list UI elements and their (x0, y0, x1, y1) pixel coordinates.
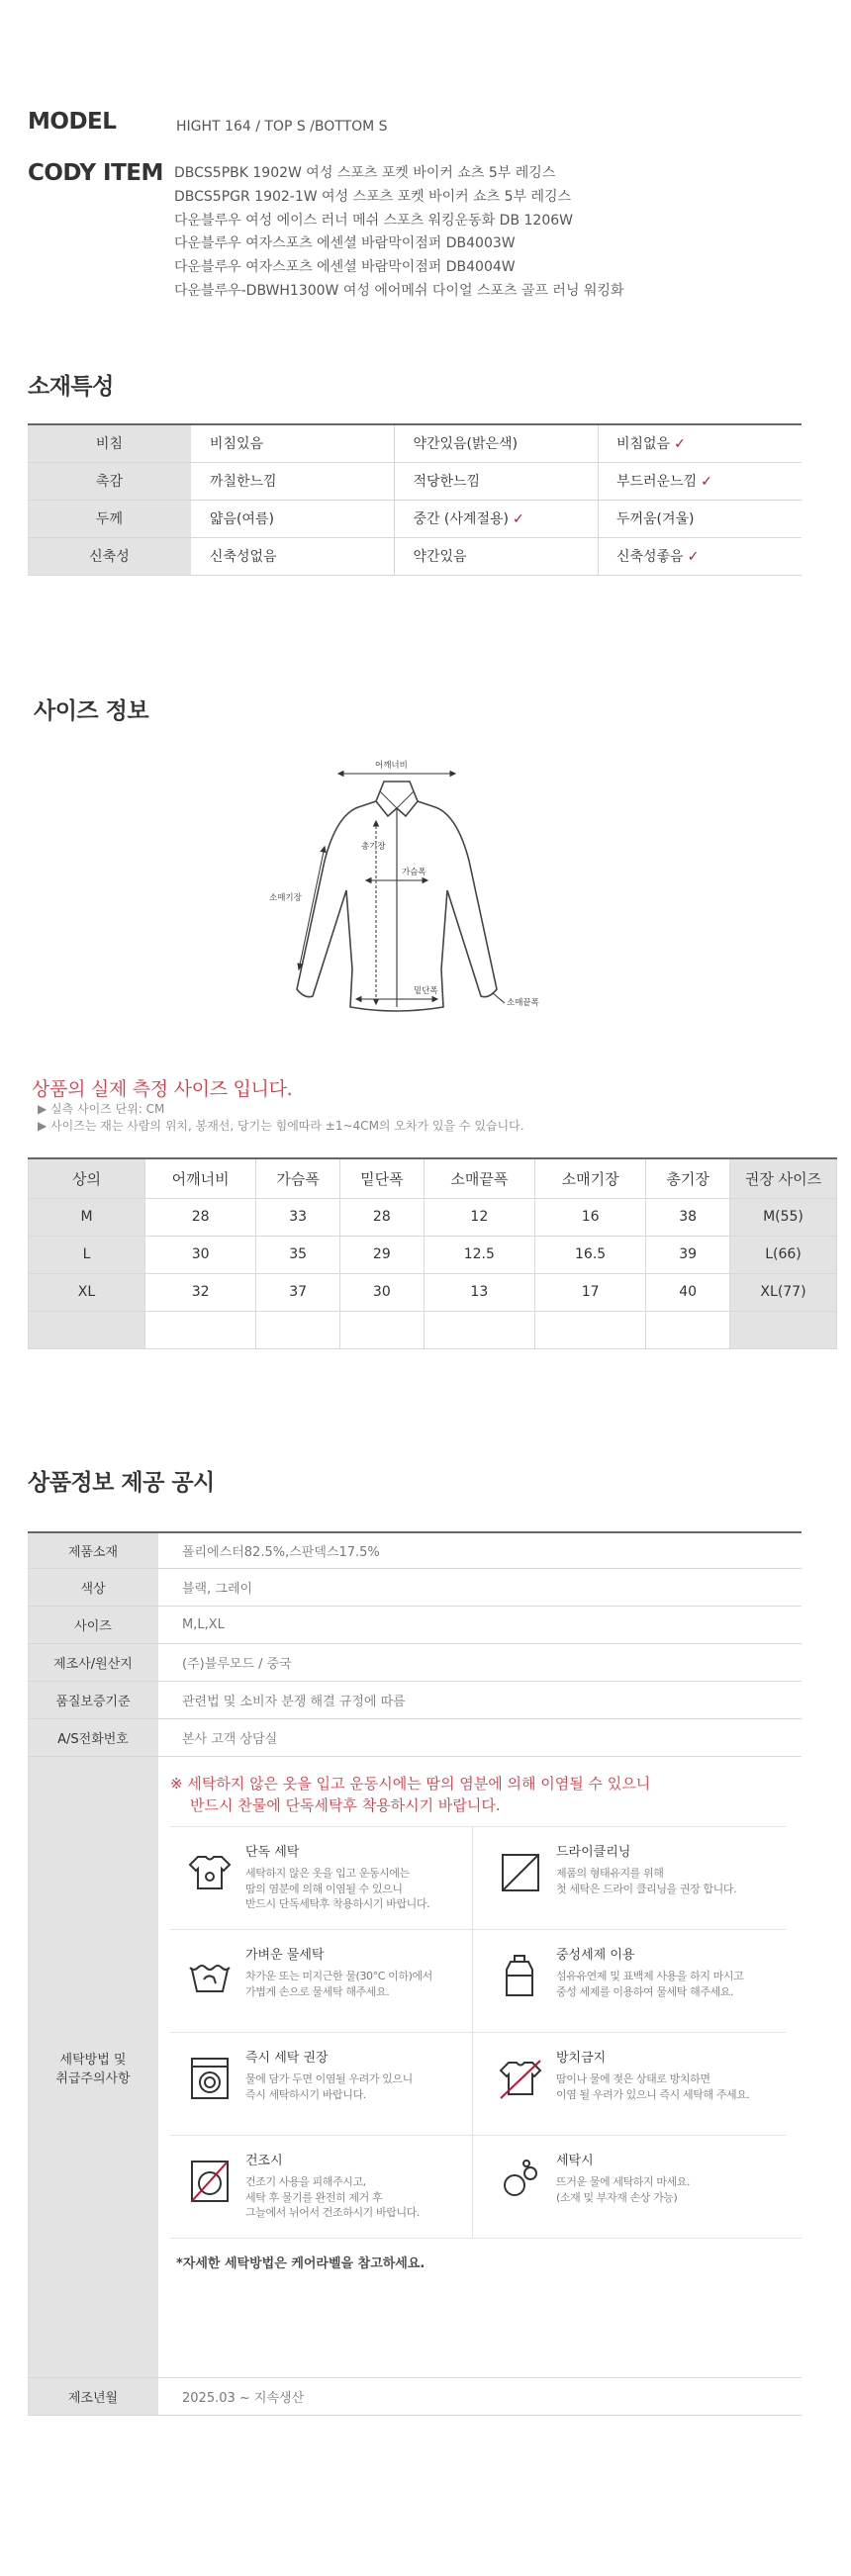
care-item-line: 첫 세탁은 드라이 클리닝을 권장 합니다. (556, 1882, 737, 1895)
info-row-value: M,L,XL (182, 1617, 225, 1632)
hand-wash-icon (184, 1847, 236, 1898)
washing-machine-icon (184, 2053, 236, 2104)
info-row-date (28, 2378, 802, 2416)
size-table-cell (424, 1311, 534, 1348)
care-item-body (556, 1866, 736, 1896)
material-option-text: 비침있음 (209, 436, 264, 453)
material-option (395, 537, 599, 575)
diagram-label-chest: 가슴폭 (402, 868, 426, 877)
size-table-cell: 28 (145, 1198, 256, 1236)
care-item-line: 뜨거운 물에 세탁하지 마세요. (556, 2175, 691, 2188)
detergent-icon (495, 1950, 546, 2001)
size-table-cell: 30 (339, 1273, 424, 1311)
material-option (598, 537, 802, 575)
care-item-line: 이염 될 우려가 있으니 즉시 세탁해 주세요. (556, 2087, 750, 2101)
care-item-line: 제품의 형태유지를 위해 (556, 1867, 664, 1880)
cody-item: 다운블루우 여자스포츠 에센셜 바람막이점퍼 DB4004W (174, 259, 516, 276)
size-table-cell: 40 (646, 1273, 730, 1311)
info-row-value: (주)블루모드 / 중국 (182, 1657, 292, 1672)
size-notice-lines (38, 1101, 524, 1135)
care-item (170, 2135, 472, 2238)
care-item-line: 가볍게 손으로 물세탁 해주세요. (245, 1984, 390, 1998)
size-table-cell (256, 1311, 340, 1348)
material-option (598, 500, 802, 537)
info-row-value: 관련법 및 소비자 분쟁 해결 규정에 따름 (182, 1695, 406, 1709)
size-table-cell (730, 1311, 837, 1348)
cody-item: 다운블루우 여성 에이스 러너 메쉬 스포츠 워킹운동화 DB 1206W (174, 212, 573, 229)
cody-item: 다운블루우-DBWH1300W 여성 에어메쉬 다이얼 스포츠 골프 러닝 워킹화 (174, 282, 624, 299)
material-option-text: 신축성없음 (209, 549, 277, 565)
size-table-cell: 29 (339, 1236, 424, 1273)
diagram-label-cuff: 소매끝폭 (507, 998, 539, 1008)
size-table-row (29, 1198, 837, 1236)
material-option (598, 462, 802, 500)
size-table-header: 소매끝폭 (424, 1158, 534, 1198)
info-row-label: 제품소재 (28, 1533, 158, 1568)
care-warning-line: ※ 세탁하지 않은 옷을 입고 운동시에는 땀의 염분에 의해 이염될 수 있으니 (170, 1775, 651, 1793)
info-row-label: 제조사/원산지 (28, 1644, 158, 1681)
size-table-header: 밑단폭 (339, 1158, 424, 1198)
care-warning-line: 반드시 찬물에 단독세탁후 착용하시기 바랍니다. (190, 1796, 501, 1814)
size-table-cell: 16 (534, 1198, 645, 1236)
info-row-value: 블랙, 그레이 (182, 1582, 253, 1597)
size-table-cell: 16.5 (534, 1236, 645, 1273)
diagram-label-hem: 밑단폭 (414, 986, 438, 996)
care-grid (170, 1826, 802, 2238)
info-row-label: 색상 (28, 1569, 158, 1606)
material-row (28, 537, 802, 575)
material-option (395, 462, 599, 500)
info-row-label: A/S전화번호 (28, 1719, 158, 1756)
info-row-value: 폴리에스터82.5%,스판덱스17.5% (182, 1545, 380, 1560)
size-table-cell: M(55) (730, 1198, 837, 1236)
diagram-label-length: 총기장 (361, 842, 386, 852)
dry-clean-icon (495, 1847, 546, 1898)
info-row (28, 1719, 802, 1757)
care-item-body (556, 2174, 690, 2205)
care-item-body (245, 2174, 420, 2221)
material-option (191, 537, 395, 575)
care-item-body (245, 1866, 429, 1912)
care-item-line: 중성 세제를 이용하여 물세탁 해주세요. (556, 1984, 734, 1998)
size-table-cell: M (29, 1198, 145, 1236)
size-table-header-row (29, 1158, 837, 1198)
check-icon: ✓ (701, 474, 712, 490)
info-row (28, 1682, 802, 1719)
size-table-cell (339, 1311, 424, 1348)
care-item-line: 건조기 사용을 피해주시고, (245, 2175, 366, 2188)
light-wash-icon (184, 1950, 236, 2001)
cody-item: DBCS5PGR 1902-1W 여성 스포츠 포켓 바이커 쇼츠 5부 레깅스 (174, 188, 572, 205)
care-item-line: 섬유유연제 및 표백제 사용을 하지 마시고 (556, 1970, 744, 1982)
check-icon: ✓ (674, 436, 686, 453)
size-table-cell: 17 (534, 1273, 645, 1311)
care-item-line: 그늘에서 뉘어서 건조하시기 바랍니다. (245, 2206, 421, 2219)
cody-item-label: CODY ITEM (28, 160, 163, 186)
check-icon: ✓ (687, 549, 700, 565)
model-label: MODEL (28, 109, 117, 135)
care-item-line: 세탁하지 않은 옷을 입고 운동시에는 (245, 1867, 410, 1880)
info-row-label: 품질보증기준 (28, 1682, 158, 1718)
care-item-title: 가벼운 물세탁 (245, 1948, 325, 1963)
material-row (28, 500, 802, 537)
care-label (28, 1757, 158, 2377)
material-option (191, 462, 395, 500)
info-row (28, 1569, 802, 1607)
size-notice-line: ▶ 사이즈는 재는 사람의 위치, 봉재선, 당기는 힘에따라 ±1~4CM의 오차가 있을 수 있습니다. (38, 1119, 524, 1133)
care-item (170, 1826, 472, 1929)
size-table-header: 권장 사이즈 (730, 1158, 837, 1198)
size-table-row (29, 1273, 837, 1311)
material-option (395, 500, 599, 537)
size-table-cell: 12.5 (424, 1236, 534, 1273)
size-table-cell: 38 (646, 1198, 730, 1236)
size-table-cell: 32 (145, 1273, 256, 1311)
material-option-text: 약간있음 (413, 549, 467, 565)
cody-item: DBCS5PBK 1902W 여성 스포츠 포켓 바이커 쇼츠 5부 레깅스 (174, 165, 556, 181)
size-table-cell (145, 1311, 256, 1348)
size-info-title: 사이즈 정보 (34, 698, 149, 724)
material-title: 소재특성 (28, 374, 114, 400)
size-table-cell (646, 1311, 730, 1348)
care-item-line: 즉시 세탁하시기 바랍니다. (245, 2087, 366, 2101)
size-table-header: 총기장 (646, 1158, 730, 1198)
care-item-title: 즉시 세탁 권장 (245, 2051, 329, 2066)
care-row (28, 1757, 802, 2378)
care-footer-note: *자세한 세탁방법은 케어라벨을 참고하세요. (170, 2238, 802, 2337)
check-icon: ✓ (512, 511, 524, 527)
no-leave-icon (495, 2053, 546, 2104)
size-table-cell: 33 (256, 1198, 340, 1236)
info-row-value: 2025.03 ~ 지속생산 (182, 2391, 305, 2406)
size-table-cell: L (29, 1236, 145, 1273)
size-table-header: 어깨너비 (145, 1158, 256, 1198)
care-content (158, 1757, 802, 2377)
material-row-label: 촉감 (28, 462, 191, 500)
material-row-label: 신축성 (28, 537, 191, 575)
care-item-title: 중성세제 이용 (556, 1948, 635, 1963)
care-item-line: 반드시 단독세탁후 착용하시기 바랍니다. (245, 1897, 430, 1910)
product-info-table (28, 1531, 802, 2416)
diagram-label-shoulder: 어깨너비 (375, 761, 408, 771)
care-item (472, 1826, 786, 1929)
material-option (598, 424, 802, 462)
care-item-line: (소재 및 부자재 손상 가능) (556, 2190, 678, 2204)
material-option-text: 신축성좋음 (615, 549, 684, 565)
material-option-text: 얇음(여름) (209, 511, 274, 527)
care-item (472, 2032, 786, 2135)
care-item-body (245, 1969, 432, 1999)
material-option-text: 부드러운느낌 (615, 474, 698, 490)
bubbles-icon (495, 2156, 546, 2207)
care-warning (170, 1773, 802, 1816)
care-item-title: 드라이클리닝 (556, 1845, 631, 1860)
size-table-row (29, 1236, 837, 1273)
garment-diagram (269, 752, 574, 1029)
size-table-cell: 35 (256, 1236, 340, 1273)
size-table-cell: XL(77) (730, 1273, 837, 1311)
material-row (28, 462, 802, 500)
size-table-header: 상의 (29, 1158, 145, 1198)
material-option-text: 적당한느낌 (413, 474, 481, 490)
care-item (170, 2032, 472, 2135)
care-item-title: 단독 세탁 (245, 1845, 300, 1860)
no-dryer-icon (184, 2156, 236, 2207)
material-table (28, 423, 802, 576)
care-item-line: 차가운 또는 미지근한 물(30°C 이하)에서 (245, 1970, 432, 1982)
care-item (170, 1929, 472, 2032)
care-item-line: 물에 담가 두면 이염될 우려가 있으니 (245, 2072, 413, 2085)
size-table-cell: 12 (424, 1198, 534, 1236)
size-table-cell: XL (29, 1273, 145, 1311)
care-item-line: 땀의 염분에 의해 이염될 수 있으니 (245, 1882, 403, 1895)
diagram-label-sleeve: 소매기장 (269, 893, 302, 903)
care-item-line: 세탁 후 물기를 완전히 제거 후 (245, 2190, 383, 2204)
material-row-label: 두께 (28, 500, 191, 537)
material-row (28, 424, 802, 462)
care-item-body (556, 1969, 743, 1999)
model-value: HIGHT 164 / TOP S /BOTTOM S (176, 119, 388, 135)
size-table (28, 1157, 837, 1349)
size-table-cell: 37 (256, 1273, 340, 1311)
material-option-text: 까칠한느낌 (209, 474, 277, 490)
size-table-header: 가슴폭 (256, 1158, 340, 1198)
care-item (472, 2135, 786, 2238)
size-table-cell (534, 1311, 645, 1348)
material-option (395, 424, 599, 462)
info-row (28, 1607, 802, 1644)
size-table-header: 소매기장 (534, 1158, 645, 1198)
product-info-title: 상품정보 제공 공시 (28, 1470, 215, 1496)
care-item-body (556, 2071, 750, 2102)
info-row-value: 본사 고객 상담실 (182, 1732, 278, 1747)
material-option-text: 약간있음(밝은색) (413, 436, 519, 453)
care-item-title: 세탁시 (556, 2154, 594, 2168)
info-row (28, 1531, 802, 1569)
cody-item-list (174, 162, 624, 304)
care-label-line: 세탁방법 및 (59, 2052, 127, 2068)
info-row (28, 1644, 802, 1682)
cody-item: 다운블루우 여자스포츠 에센셜 바람막이점퍼 DB4003W (174, 235, 516, 252)
material-option-text: 중간 (사계절용) (413, 511, 509, 527)
info-row-label: 사이즈 (28, 1607, 158, 1643)
care-item-title: 방치금지 (556, 2051, 607, 2066)
size-table-cell: 30 (145, 1236, 256, 1273)
care-item-line: 땀이나 물에 젖은 상태로 방치하면 (556, 2072, 710, 2085)
material-option-text: 두꺼움(겨울) (615, 511, 695, 527)
care-label-line: 취급주의사항 (55, 2070, 131, 2086)
size-table-cell (29, 1311, 145, 1348)
material-option-text: 비침없음 (615, 436, 671, 453)
size-table-cell: 28 (339, 1198, 424, 1236)
size-table-cell: L(66) (730, 1236, 837, 1273)
material-option (191, 424, 395, 462)
size-notice-line: ▶ 실측 사이즈 단위: CM (38, 1102, 165, 1116)
care-item-title: 건조시 (245, 2154, 283, 2168)
size-table-cell: 13 (424, 1273, 534, 1311)
material-option (191, 500, 395, 537)
care-item-body (245, 2071, 413, 2102)
size-notice-title: 상품의 실제 측정 사이즈 입니다. (32, 1078, 293, 1100)
info-row-label: 제조년월 (28, 2378, 158, 2415)
size-table-cell: 39 (646, 1236, 730, 1273)
care-item (472, 1929, 786, 2032)
material-row-label: 비침 (28, 424, 191, 462)
size-table-row (29, 1311, 837, 1348)
